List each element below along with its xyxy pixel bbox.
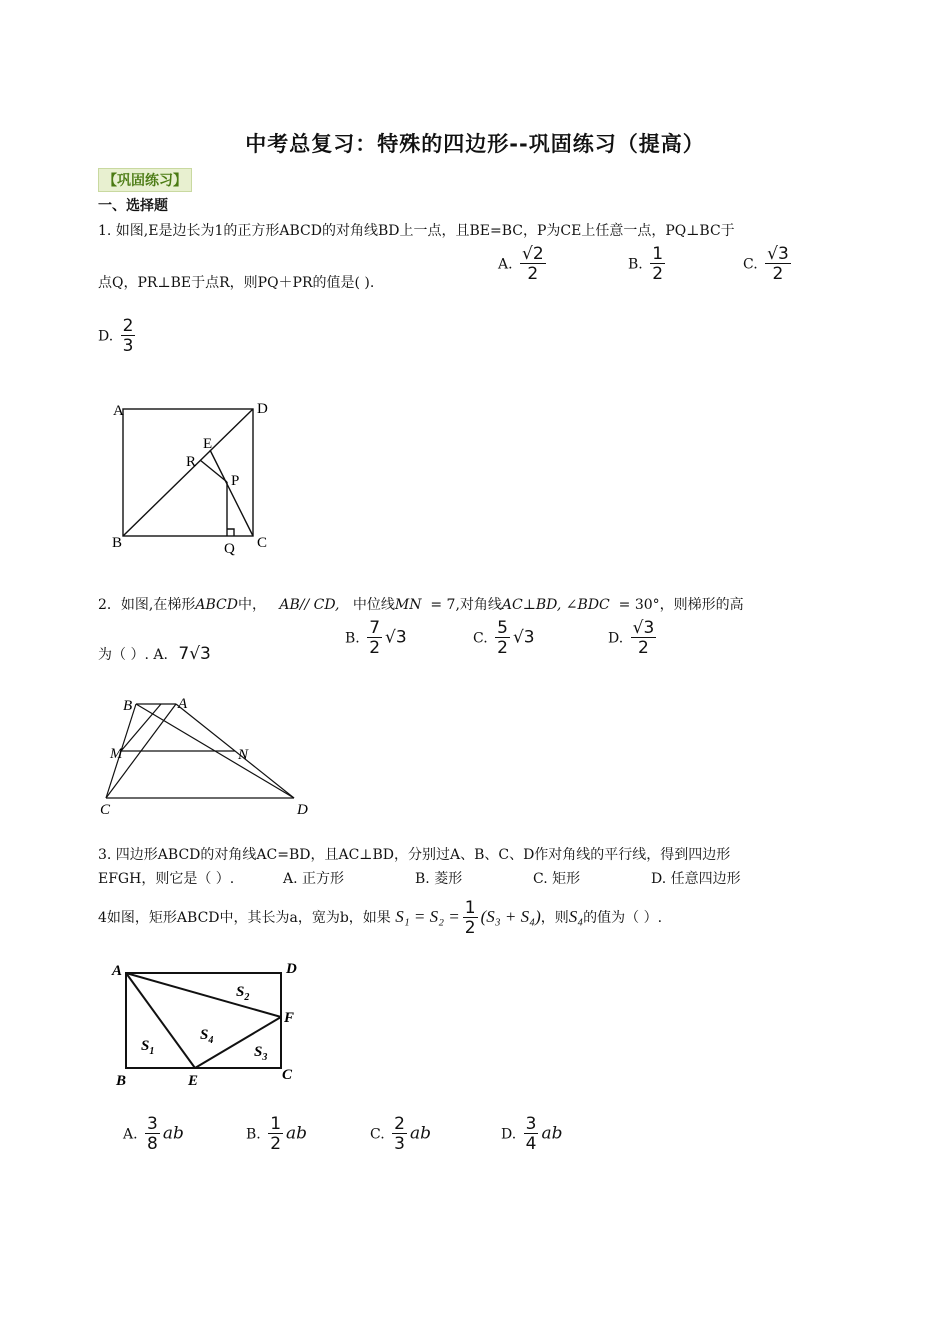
q4-option-d-label: D. [501,1126,517,1143]
q1-option-a-label: A. [498,256,513,273]
q4-formula-lhs: S₁ = S₂ = [395,907,460,926]
q2-option-b-num: 7 [369,618,381,638]
q4-option-b-var: ab [286,1123,308,1144]
q1-option-b-den: 2 [652,264,664,284]
q2-option-c-label: C. [473,630,488,647]
q4-option-d-fraction [524,1116,539,1153]
label-s1 [141,1038,154,1057]
q4-option-b [246,1116,307,1153]
label-d: D [297,802,308,818]
q2-text-ab-cd: AB// CD, [279,597,340,613]
label-r: R [186,454,197,470]
label-m: M [110,746,123,762]
q4-option-b-den: 2 [270,1134,282,1154]
q1-option-d-label: D. [98,328,114,345]
q1-option-c-label: C. [743,256,758,273]
section-heading: 一、选择题 [98,198,168,214]
label-b: B [112,535,123,551]
label-s1-index: 1 [149,1046,155,1057]
q4-option-c-fraction [392,1116,407,1153]
section-tag: 【巩固练习】 [98,168,192,192]
q1-option-a-fraction [520,246,546,283]
segment-ae [126,973,195,1068]
q2-text-deg: = 30°，则梯形的高 [618,597,744,613]
q3-option-a: A. 正方形 [283,871,345,887]
q4-option-d-var: ab [541,1123,563,1144]
q1-square-figure [100,395,290,565]
q4-text-intro: 4如图，矩形ABCD中，其长为a，宽为b，如果 [98,910,391,926]
q4-formula-rhs: (S₃ + S₄) [480,907,541,926]
q2-option-b-radical: √3 [385,627,407,648]
label-s4-index: 4 [208,1035,214,1046]
q4-option-b-label: B. [246,1126,261,1143]
segment-pr [200,460,227,482]
q4-formula-num: 1 [464,897,476,918]
q2-option-c-num: 5 [497,618,508,638]
q1-option-a-den: 2 [520,263,546,283]
q2-option-c [473,620,535,657]
q2-trapezoid-figure [98,690,318,820]
label-e: E [188,1073,199,1089]
q3-option-b: B. 菱形 [415,871,463,887]
q4-option-a [123,1116,184,1153]
label-a: A [178,696,188,712]
right-angle-q [227,529,234,536]
q4-text-post: 的值为（ ）. [583,910,663,926]
label-n: N [238,747,249,763]
q4-option-d [501,1116,563,1153]
q1-option-c-den: 2 [765,263,791,283]
q1-line2: 点Q，PR⊥BE于点R，则PQ＋PR的值是( ). [98,275,375,291]
segment-af [126,973,281,1017]
q4-option-c-var: ab [409,1123,431,1144]
q3-line2: EFGH，则它是（ ）. [98,871,235,887]
q4-text-s4: S₄ [568,907,584,926]
label-s4 [200,1027,213,1046]
label-d: D [257,401,268,417]
q4-rectangle-figure [108,955,318,1090]
label-c: C [100,802,111,818]
label-s3-letter: S [254,1044,263,1060]
q2-text-intro: 2．如图,在梯形 [98,597,196,613]
label-b: B [116,1073,127,1089]
label-s2 [236,984,249,1003]
q2-text-abcd: ABCD [195,597,238,613]
q1-option-a [498,246,549,283]
label-s2-letter: S [236,984,245,1000]
q1-option-b-label: B. [628,256,643,273]
q1-option-b [628,246,668,283]
label-s2-index: 2 [244,992,250,1003]
label-b: B [123,698,133,714]
q4-text-mid: ，则 [540,910,569,926]
q4-option-a-var: ab [162,1123,184,1144]
q2-text-ac-bd: AC⊥BD, ∠BDC [501,597,610,613]
q2-option-c-fraction [495,620,510,657]
q4-option-c-label: C. [370,1126,385,1143]
q2-option-c-radical: √3 [512,627,535,648]
q2-option-d-label: D. [608,630,624,647]
q2-option-d-den: 2 [631,637,657,657]
q4-formula-fraction [463,897,478,938]
label-s3 [254,1044,267,1063]
q1-option-c-num: √3 [767,244,789,264]
page-title: 中考总复习：特殊的四边形--巩固练习（提高） [245,132,705,156]
q3-line1: 3. 四边形ABCD的对角线AC=BD，且AC⊥BD，分别过A、B、C、D作对角线的平行线，得到四边形 [98,847,731,863]
q2-option-c-den: 2 [497,638,508,658]
q1-option-b-fraction [650,246,665,283]
q1-option-c [743,246,794,283]
q2-text-mn: MN [394,597,422,613]
q2-line2 [98,644,211,664]
q2-text-mid: 中位线 [352,597,395,613]
q1-line1: 1. 如图,E是边长为1的正方形ABCD的对角线BD上一点，且BE=BC，P为CE上任意一点，PQ⊥BC于 [98,223,735,239]
q2-line1 [98,594,744,614]
q1-option-c-fraction [765,246,791,283]
q4-option-c-den: 3 [394,1134,405,1154]
q2-option-a-value: 7√3 [178,644,211,664]
q4-formula-den: 2 [464,917,476,938]
q2-option-b-label: B. [345,630,360,647]
label-a: A [112,963,123,979]
q3-option-c: C. 矩形 [533,871,581,887]
label-s1-letter: S [141,1038,150,1054]
q1-option-a-num: √2 [522,244,544,264]
q2-option-b-den: 2 [369,638,381,658]
q1-option-d-num: 2 [122,316,134,336]
label-d: D [286,961,297,977]
label-e: E [203,436,213,452]
q2-line2-text: 为（ ）. A. [98,647,168,663]
q4-option-a-fraction [145,1116,160,1153]
q2-option-d [608,620,659,657]
label-f: F [284,1010,295,1026]
label-a: A [113,403,124,419]
q1-option-d [98,318,138,355]
q4-option-b-fraction [268,1116,283,1153]
q4-option-d-den: 4 [525,1134,537,1154]
q4-line [98,897,662,937]
label-p: P [231,473,240,489]
q2-option-b [345,620,407,657]
q4-option-b-num: 1 [270,1114,282,1134]
label-s4-letter: S [200,1027,209,1043]
q1-option-d-fraction [121,318,136,355]
q4-option-c [370,1116,431,1153]
label-c: C [257,535,268,551]
q3-option-d: D. 任意四边形 [651,871,741,887]
q4-option-d-num: 3 [525,1114,537,1134]
q2-text-eq7: = 7,对角线 [430,597,502,613]
q2-option-d-num: √3 [632,618,655,638]
label-q: Q [224,541,235,557]
q4-option-c-num: 2 [394,1114,405,1134]
q2-text-zhong: 中， [237,597,266,613]
q4-option-a-label: A. [123,1126,138,1143]
label-c: C [282,1067,293,1083]
q1-option-b-num: 1 [652,244,664,264]
segment-ce [210,450,253,536]
q2-option-d-fraction [631,620,657,657]
q4-option-a-num: 3 [147,1114,158,1134]
q4-option-a-den: 8 [147,1134,158,1154]
label-s3-index: 3 [262,1052,268,1063]
q2-option-b-fraction [367,620,382,657]
q1-option-d-den: 3 [122,336,134,356]
